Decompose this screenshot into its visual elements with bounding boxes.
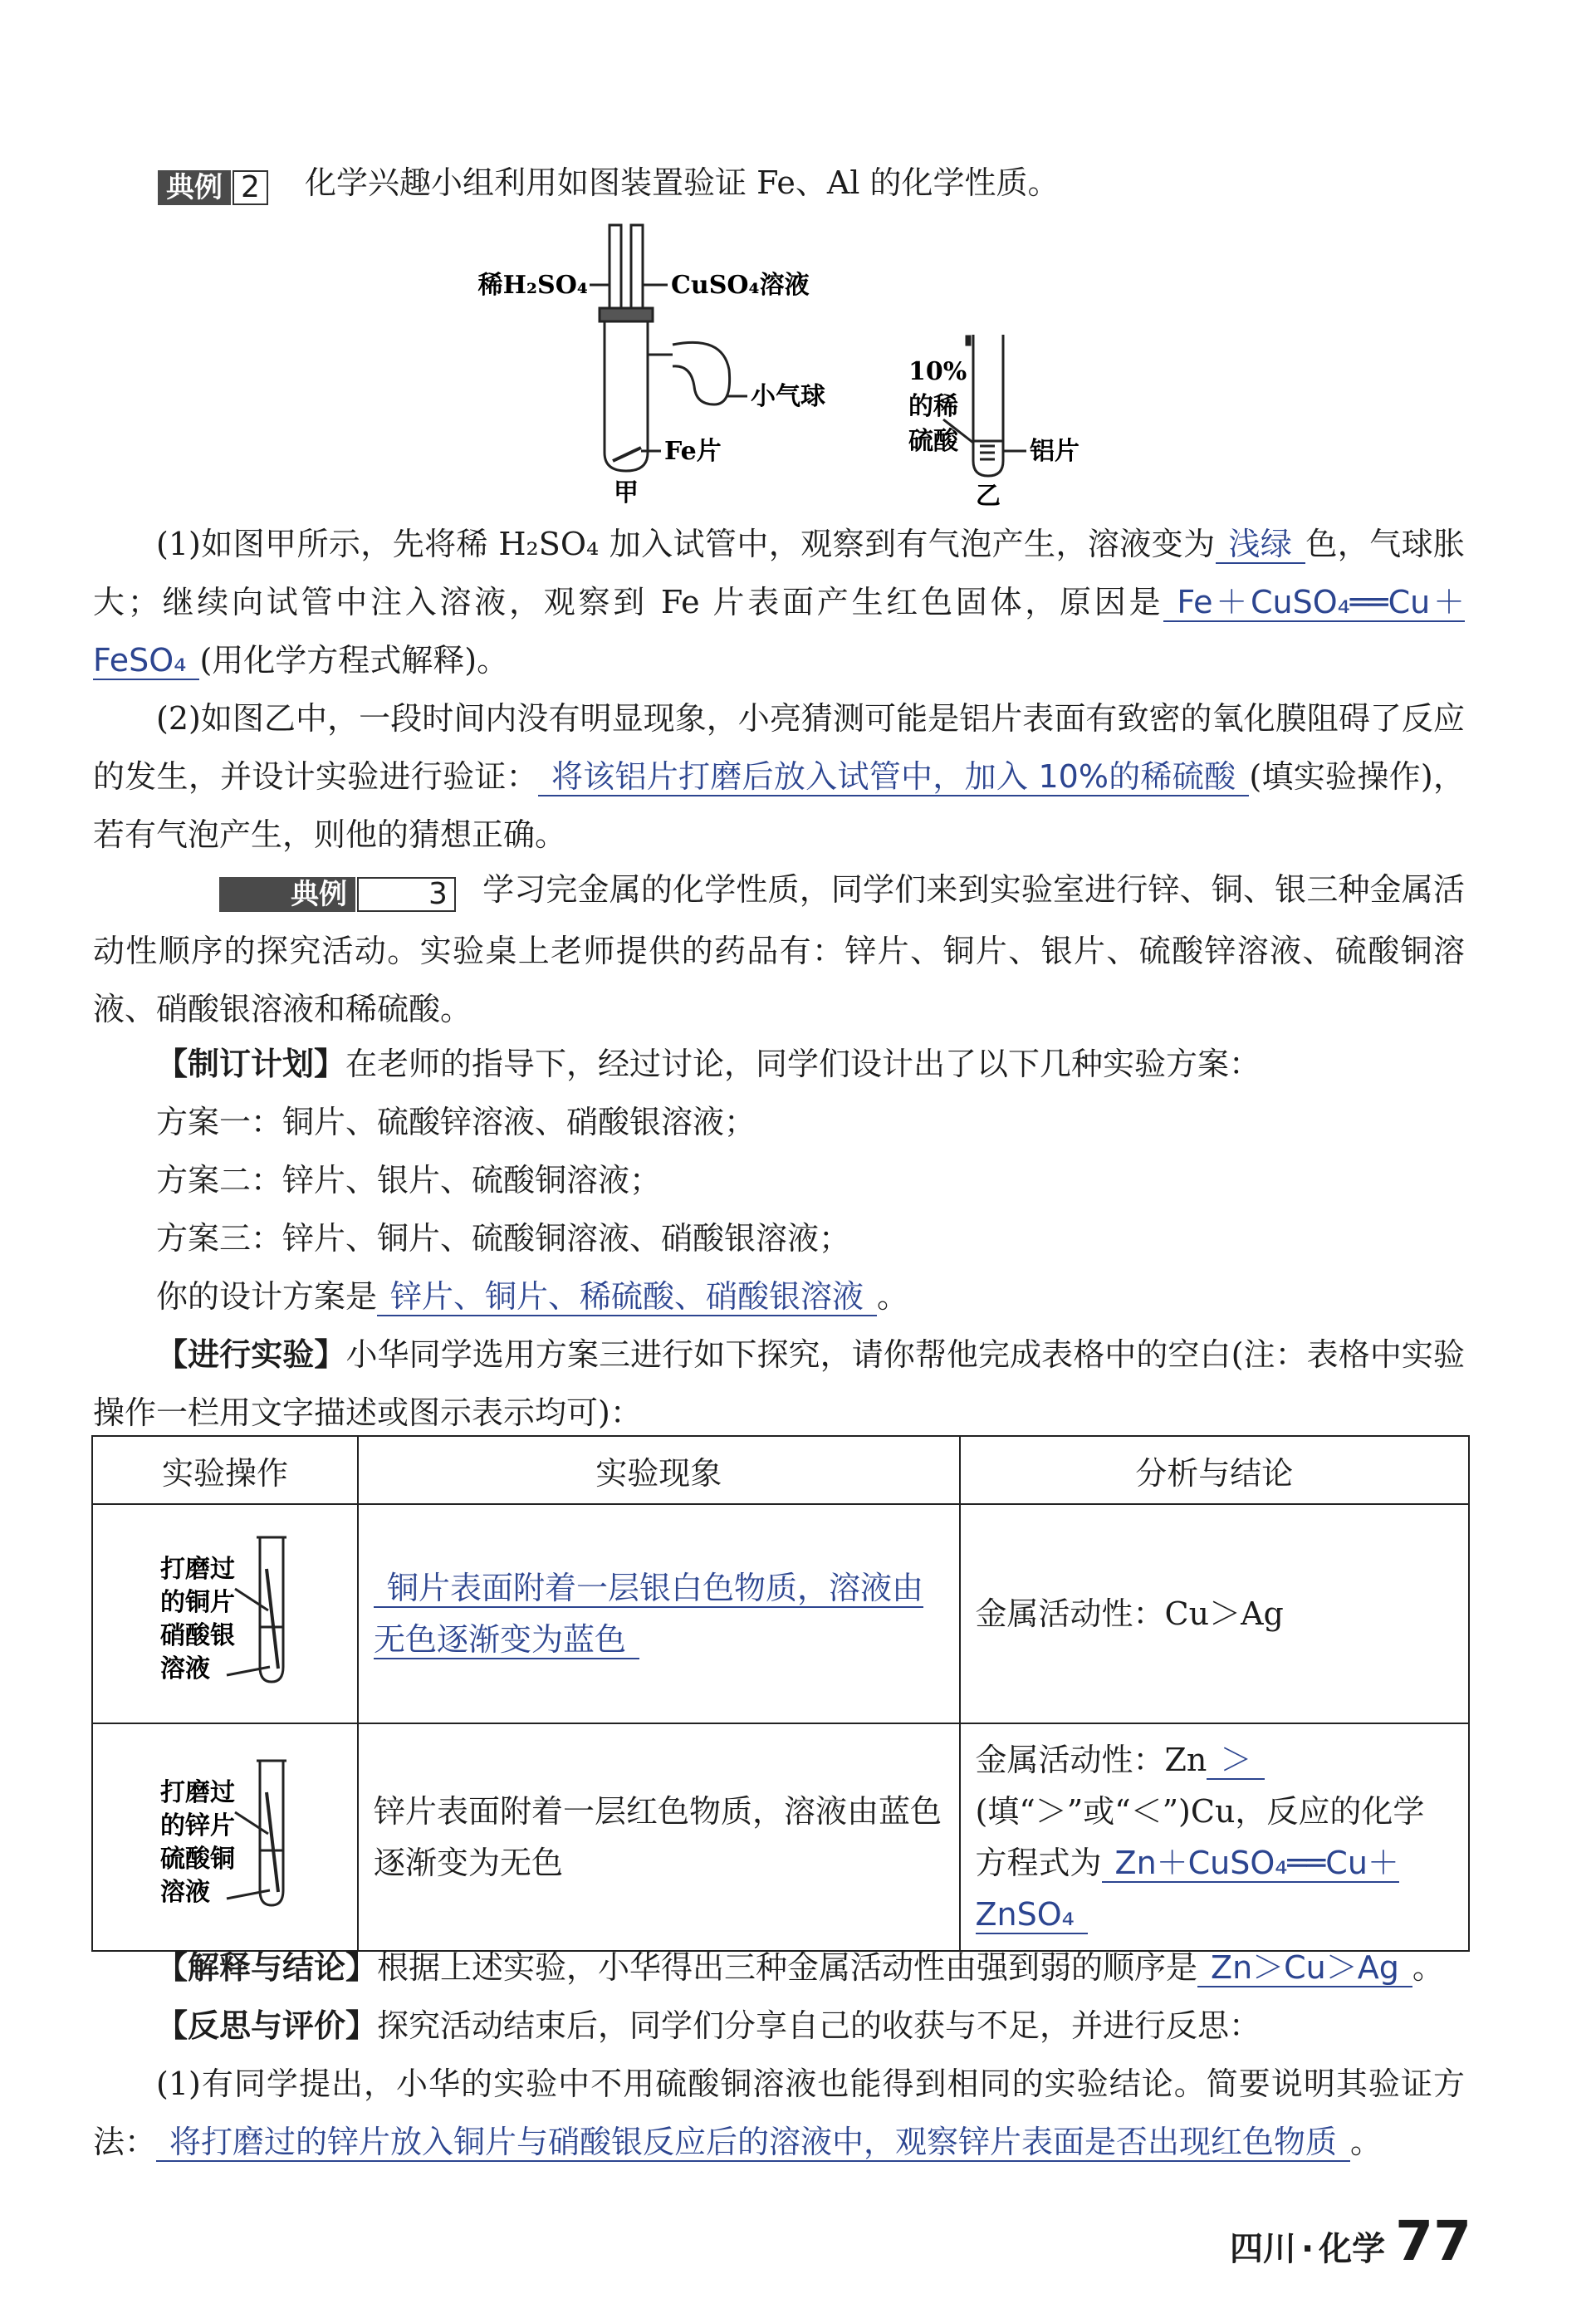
svg-text:的锌片: 的锌片 <box>160 1811 235 1840</box>
ex2-question-1: (1)如图甲所示，先将稀 H₂SO₄ 加入试管中，观察到有气泡产生，溶液变为 浅绿 色，气球胀大；继续向试管中注入溶液，观察到 Fe 片表面产生红色固体，原因是 Fe＋CuSO₄══Cu＋FeSO₄ (用化学方程式解释)。 <box>93 526 1465 679</box>
balloon-label: 小气球 <box>751 382 825 411</box>
answer-blank: 铜片表面附着一层银白色物质，溶液由无色逐渐变为蓝色 <box>373 1570 923 1658</box>
page-footer: 四川 · 化学 77 <box>1229 2209 1471 2273</box>
answer-blank: 将该铝片打磨后放入试管中，加入 10%的稀硫酸 <box>538 758 1249 796</box>
table-header-row <box>92 1436 1469 1504</box>
yi-label: 乙 <box>976 482 1001 511</box>
svg-text:打磨过: 打磨过 <box>160 1554 235 1584</box>
header-phenomenon: 实验现象 <box>358 1436 960 1504</box>
conclusion-cell: 金属活动性：Zn ＞(填“＞”或“＜”)Cu，反应的化学方程式为 Zn＋CuSO₄══Cu＋ZnSO₄ <box>960 1723 1469 1951</box>
al-label: 铝片 <box>1030 437 1080 466</box>
page-number: 77 <box>1395 2209 1471 2273</box>
experiment-tag: 【进行实验】 <box>156 1336 346 1373</box>
conclusion-tag: 【解释与结论】 <box>156 1949 378 1986</box>
acid-funnel-tube <box>610 225 621 308</box>
ex2-question-2: (2)如图乙中，一段时间内没有明显现象，小亮猜测可能是铝片表面有致密的氧化膜阻碍了反应的发生，并设计实验进行验证： 将该铝片打磨后放入试管中，加入 10%的稀硫酸 (填实验操作)，若有气泡产生，则他的猜想正确。 <box>93 700 1465 853</box>
answer-blank: Zn＞Cu＞Ag <box>1197 1949 1412 1987</box>
example-label: 典例 2 <box>158 163 268 209</box>
table-row <box>92 1723 1469 1951</box>
svg-text:溶液: 溶液 <box>160 1654 210 1683</box>
operation-cell <box>92 1723 358 1951</box>
acid-label: 稀H₂SO₄ <box>477 271 588 300</box>
reflection-question-1: (1)有同学提出，小华的实验中不用硫酸铜溶液也能得到相同的实验结论。简要说明其验证方法： 将打磨过的锌片放入铜片与硝酸银反应后的溶液中，观察锌片表面是否出现红色物质 。 <box>93 2066 1465 2160</box>
your-plan: 你的设计方案是 锌片、铜片、稀硫酸、硝酸银溶液 。 <box>156 1278 909 1315</box>
experiment-table <box>91 1435 1470 1952</box>
cuso4-funnel-tube <box>631 225 643 308</box>
table-row <box>92 1504 1469 1723</box>
svg-text:硫酸铜: 硫酸铜 <box>160 1844 235 1874</box>
answer-blank: 锌片、铜片、稀硫酸、硝酸银溶液 <box>377 1278 877 1316</box>
plan-tag: 【制订计划】 <box>156 1046 346 1082</box>
example2-intro: 化学兴趣小组利用如图装置验证 Fe、Al 的化学性质。 <box>305 164 1060 201</box>
fe-piece <box>613 448 641 461</box>
svg-text:硝酸银: 硝酸银 <box>160 1620 235 1650</box>
conclusion-section: 【解释与结论】根据上述实验，小华得出三种金属活动性由强到弱的顺序是 Zn＞Cu＞Ag 。 【反思与评价】探究活动结束后，同学们分享自己的收获与不足，并进行反思： (1)有同学提出，小华的实验中不用硫酸铜溶液也能得到相同的实验结论。简要说明其验证方法： 将打磨过的锌片放入铜片与硝酸银反应后的溶液中，观察锌片表面是否出现红色物质 。 <box>93 1938 1465 2171</box>
balloon <box>673 342 730 404</box>
option-2: 方案二：锌片、银片、硫酸铜溶液； <box>156 1162 662 1198</box>
test-tube-yi <box>973 335 1003 476</box>
answer-blank: ＞ <box>1207 1742 1265 1780</box>
example-label: 典例 3 <box>156 864 456 922</box>
option-3: 方案三：锌片、铜片、硫酸铜溶液、硝酸银溶液； <box>156 1220 851 1257</box>
answer-blank: Fe＋CuSO₄══Cu＋FeSO₄ <box>93 584 1465 679</box>
test-tube-figure <box>94 1519 343 1702</box>
footer-region: 四川 <box>1229 2230 1296 2268</box>
example2-header <box>158 159 1060 209</box>
cuso4-label: CuSO₄溶液 <box>671 271 810 300</box>
liu-suan-label: 硫酸 <box>908 427 958 456</box>
answer-blank: 浅绿 <box>1216 526 1306 564</box>
operation-cell <box>92 1504 358 1723</box>
de-xi-label: 的稀 <box>908 392 958 421</box>
svg-text:的铜片: 的铜片 <box>160 1587 235 1617</box>
option-1: 方案一：铜片、硫酸锌溶液、硝酸银溶液； <box>156 1104 756 1140</box>
conclusion-cell: 金属活动性：Cu＞Ag <box>960 1504 1469 1723</box>
header-operation: 实验操作 <box>92 1436 358 1504</box>
jia-label: 甲 <box>614 478 639 507</box>
pct-label: 10% <box>908 357 967 386</box>
svg-text:溶液: 溶液 <box>160 1877 210 1907</box>
example3-intro: 典例 3 学习完金属的化学性质，同学们来到实验室进行锌、铜、银三种金属活动性顺序的探究活动。实验桌上老师提供的药品有：锌片、铜片、银片、硫酸锌溶液、硫酸铜溶液、硝酸银溶液和稀硫酸。 <box>93 860 1465 1038</box>
answer-blank: 将打磨过的锌片放入铜片与硝酸银反应后的溶液中，观察锌片表面是否出现红色物质 <box>156 2124 1350 2162</box>
plan-section: 【制订计划】在老师的指导下，经过讨论，同学们设计出了以下几种实验方案： 方案一：铜片、硫酸锌溶液、硝酸银溶液； 方案二：锌片、银片、硫酸铜溶液； 方案三：锌片、铜片、硫酸铜溶液、硝酸银溶液； 你的设计方案是 锌片、铜片、稀硫酸、硝酸银溶液 。 【进行实验】小华同学选用方案三进行如下探究，请你帮他完成表格中的空白(注：表格中实验操作一栏用文字描述或图示表示均可)： <box>93 1046 1465 1431</box>
answer-blank: Zn＋CuSO₄══Cu＋ZnSO₄ <box>975 1845 1399 1933</box>
phenomenon-cell: 锌片表面附着一层红色物质，溶液由蓝色逐渐变为无色 <box>358 1723 960 1951</box>
header-conclusion: 分析与结论 <box>960 1436 1469 1504</box>
phenomenon-cell <box>358 1504 960 1723</box>
reflection-tag: 【反思与评价】 <box>156 2007 378 2044</box>
fe-label: Fe片 <box>664 437 722 466</box>
stopper <box>600 308 653 321</box>
test-tube-figure <box>94 1742 343 1925</box>
footer-subject: 化学 <box>1319 2230 1386 2268</box>
svg-text:打磨过: 打磨过 <box>160 1777 235 1807</box>
apparatus-diagram <box>465 212 1096 511</box>
